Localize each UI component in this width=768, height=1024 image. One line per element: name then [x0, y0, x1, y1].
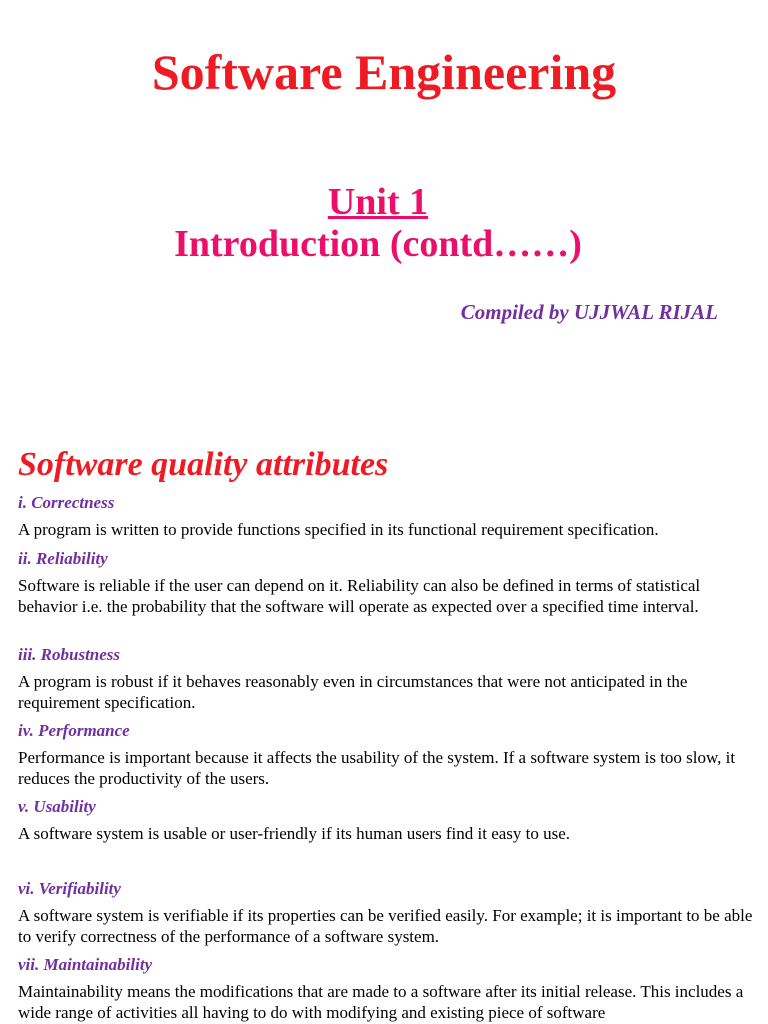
attribute-title: iii. Robustness	[18, 645, 121, 664]
author-credit: Compiled by UJJWAL RIJAL	[460, 300, 718, 324]
document-title: Software Engineering	[151, 44, 617, 100]
attribute-description: Software is reliable if the user can depend on it. Reliability can also be defined in terms of statistical behavior i.e. the probability that the software will operate as expected over a specified time interval.	[18, 576, 701, 616]
attribute-description: Performance is important because it affects the usability of the system. If a software system is too slow, it reduces the productivity of the users.	[18, 748, 736, 788]
attribute-performance	[18, 720, 753, 789]
attribute-verifiability	[18, 878, 753, 947]
attribute-reliability	[18, 548, 753, 617]
attribute-description: A software system is verifiable if its properties can be verified easily. For example; it is important to be able to verify correctness of the performance of a software system.	[18, 906, 753, 946]
attribute-title: iv. Performance	[18, 721, 130, 740]
section-heading: Software quality attributes	[18, 446, 389, 483]
attribute-maintainability	[18, 954, 753, 1023]
attribute-description: Maintainability means the modifications that are made to a software after its initial release. This includes a wide range of activities all having to do with modifying and existing piece of software	[18, 982, 744, 1022]
attribute-description: A program is written to provide functions specified in its functional requirement specification.	[18, 520, 659, 539]
attribute-correctness	[18, 492, 753, 540]
attribute-description: A program is robust if it behaves reasonably even in circumstances that were not anticipated in the requirement specification.	[18, 672, 688, 712]
unit-subtitle: Introduction (contd……)	[174, 223, 582, 265]
attribute-title: i. Correctness	[18, 493, 115, 512]
attribute-title: vii. Maintainability	[18, 955, 153, 974]
attribute-description: A software system is usable or user-friendly if its human users find it easy to use.	[18, 824, 571, 843]
unit-heading: Unit 1	[327, 181, 429, 223]
attribute-robustness	[18, 644, 753, 713]
attribute-title: ii. Reliability	[18, 549, 108, 568]
attribute-usability	[18, 796, 753, 844]
attribute-title: v. Usability	[18, 797, 96, 816]
attribute-title: vi. Verifiability	[18, 879, 121, 898]
